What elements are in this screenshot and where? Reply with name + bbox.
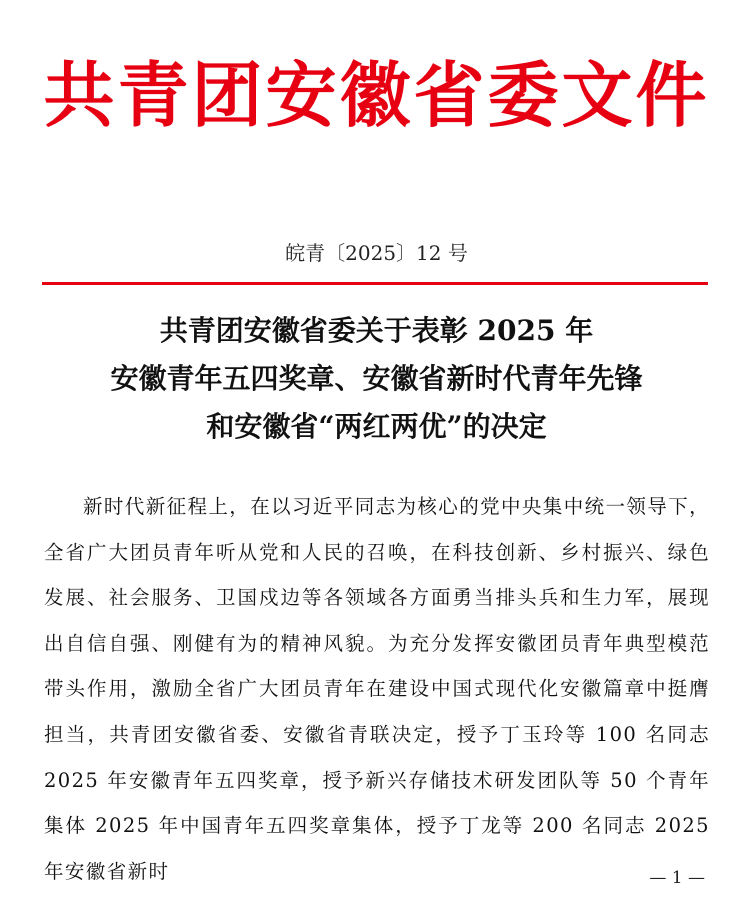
document-title-line-3: 和安徽省“两红两优”的决定 [206, 410, 547, 443]
document-header-title: 共青团安徽省委文件 [43, 54, 710, 137]
body-paragraph: 新时代新征程上，在以习近平同志为核心的党中央集中统一领导下，全省广大团员青年听从党和人民的召唤，在科技创新、乡村振兴、绿色发展、社会服务、卫国戍边等各领域各方面勇当排头兵和生力军，展现出自信自强、刚健有为的精神风貌。为充分发挥安徽团员青年典型模范带头作用，激励全省广大团员青年在建设中国式现代化安徽篇章中挺膺担当，共青团安徽省委、安徽省青联决定，授予丁玉玲等 100 名同志 2025 年安徽青年五四奖章，授予新兴存储技术研发团队等 50 个青年集体 2025 年中国青年五四奖章集体，授予丁龙等 200 名同志 2025 年安徽省新时 [44, 495, 711, 883]
red-divider-line [42, 282, 708, 285]
document-title-line-2: 安徽青年五四奖章、安徽省新时代青年先锋 [110, 362, 643, 395]
document-title [20, 307, 733, 451]
page-number: — 1 — [649, 868, 705, 888]
document-number: 皖青〔2025〕12 号 [285, 241, 468, 265]
document-title-line-1: 共青团安徽省委关于表彰 2025 年 [159, 314, 594, 347]
